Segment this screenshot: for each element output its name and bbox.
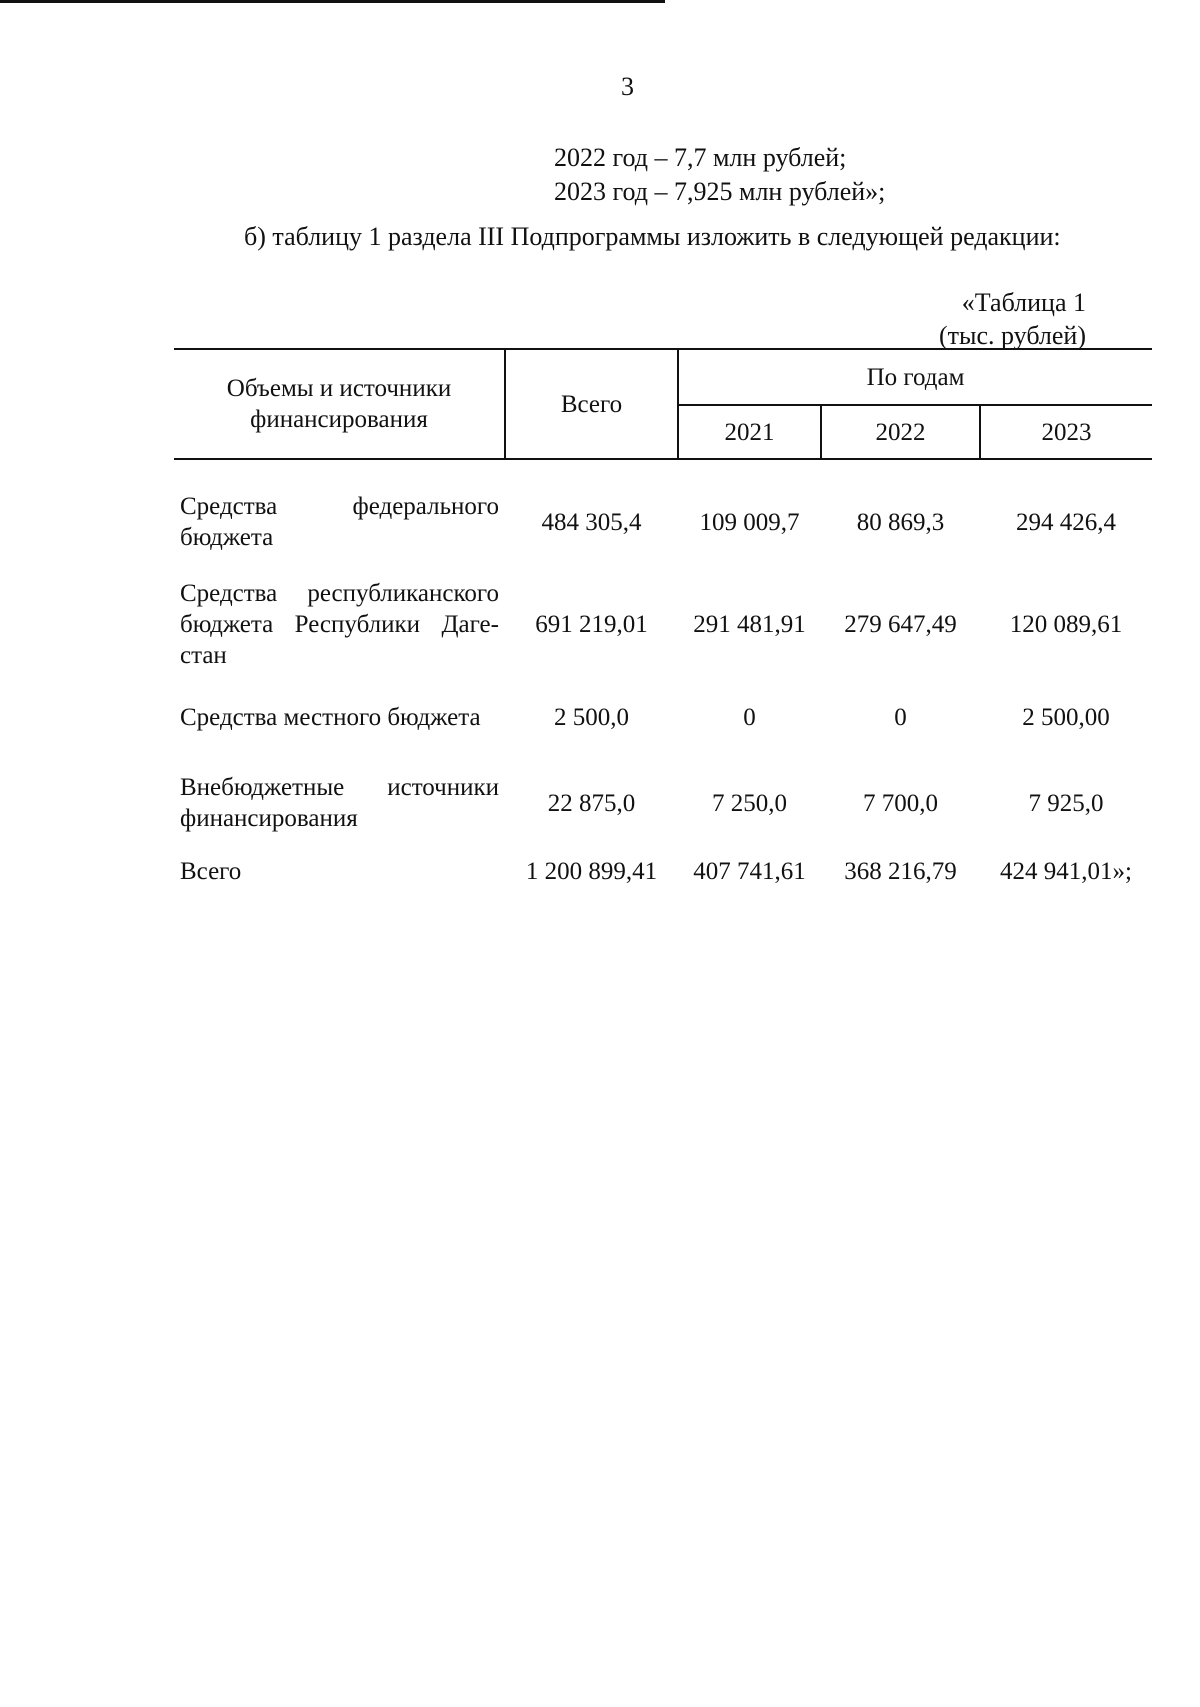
- row-2021: 109 009,7: [699, 508, 800, 536]
- row-2023: 294 426,4: [1016, 508, 1117, 536]
- table-row-local: [174, 674, 1152, 760]
- row-source: Внебюджетные источники финансирования: [180, 774, 499, 832]
- row-total: 691 219,01: [535, 610, 648, 638]
- table-row-total: [174, 846, 1152, 896]
- table-caption: [800, 286, 1086, 352]
- row-total: 484 305,4: [541, 508, 642, 536]
- row-2022: 7 700,0: [863, 789, 938, 817]
- header-year-2022: 2022: [821, 405, 980, 459]
- header-by-years: По годам: [678, 349, 1152, 405]
- row-2023: 2 500,00: [1022, 703, 1110, 731]
- header-total: Всего: [505, 349, 678, 459]
- table-row-extrabudgetary: [174, 760, 1152, 846]
- table-row-republican: [174, 574, 1152, 674]
- quoted-line-2022: 2022 год – 7,7 млн рублей;: [554, 143, 847, 172]
- financing-table-container: [174, 348, 1152, 896]
- row-2022: 0: [894, 703, 907, 731]
- row-2023: 424 941,01»;: [1000, 857, 1132, 885]
- row-2021: 291 481,91: [693, 610, 806, 638]
- row-total: 22 875,0: [547, 789, 636, 817]
- row-total: 2 500,0: [554, 703, 629, 731]
- row-2023: 120 089,61: [1009, 610, 1123, 638]
- row-2021: 407 741,61: [693, 857, 806, 885]
- top-scan-rule: [0, 0, 665, 3]
- row-2023: 7 925,0: [1028, 789, 1104, 817]
- page-number: 3: [621, 72, 634, 101]
- row-total: 1 200 899,41: [525, 857, 658, 885]
- header-year-2021: 2021: [678, 405, 821, 459]
- table-unit: (тыс. рублей): [938, 321, 1086, 350]
- row-2022: 368 216,79: [844, 857, 957, 885]
- quoted-line-2023: 2023 год – 7,925 млн рублей»;: [554, 177, 886, 206]
- table-title: «Таблица 1: [961, 288, 1086, 317]
- financing-table: [174, 348, 1152, 896]
- row-2021: 7 250,0: [712, 789, 787, 817]
- row-source: Средства республиканского бюджета Республики Дагестан: [180, 579, 499, 669]
- header-year-2023: 2023: [980, 405, 1152, 459]
- row-2022: 80 869,3: [856, 508, 945, 536]
- row-2022: 279 647,49: [844, 610, 957, 638]
- row-source: Средства местного бюджета: [180, 703, 481, 731]
- table-row-federal: [174, 459, 1152, 574]
- row-2021: 0: [743, 703, 756, 731]
- row-source: Средства федерального бюджета: [180, 493, 499, 551]
- table-body: [174, 459, 1152, 896]
- header-source: Объемы и источники финансирования: [174, 349, 505, 459]
- table-header: [174, 349, 1152, 459]
- amendment-paragraph: б) таблицу 1 раздела III Подпрограммы изложить в следующей редакции:: [244, 222, 1061, 251]
- row-source: Всего: [180, 857, 242, 885]
